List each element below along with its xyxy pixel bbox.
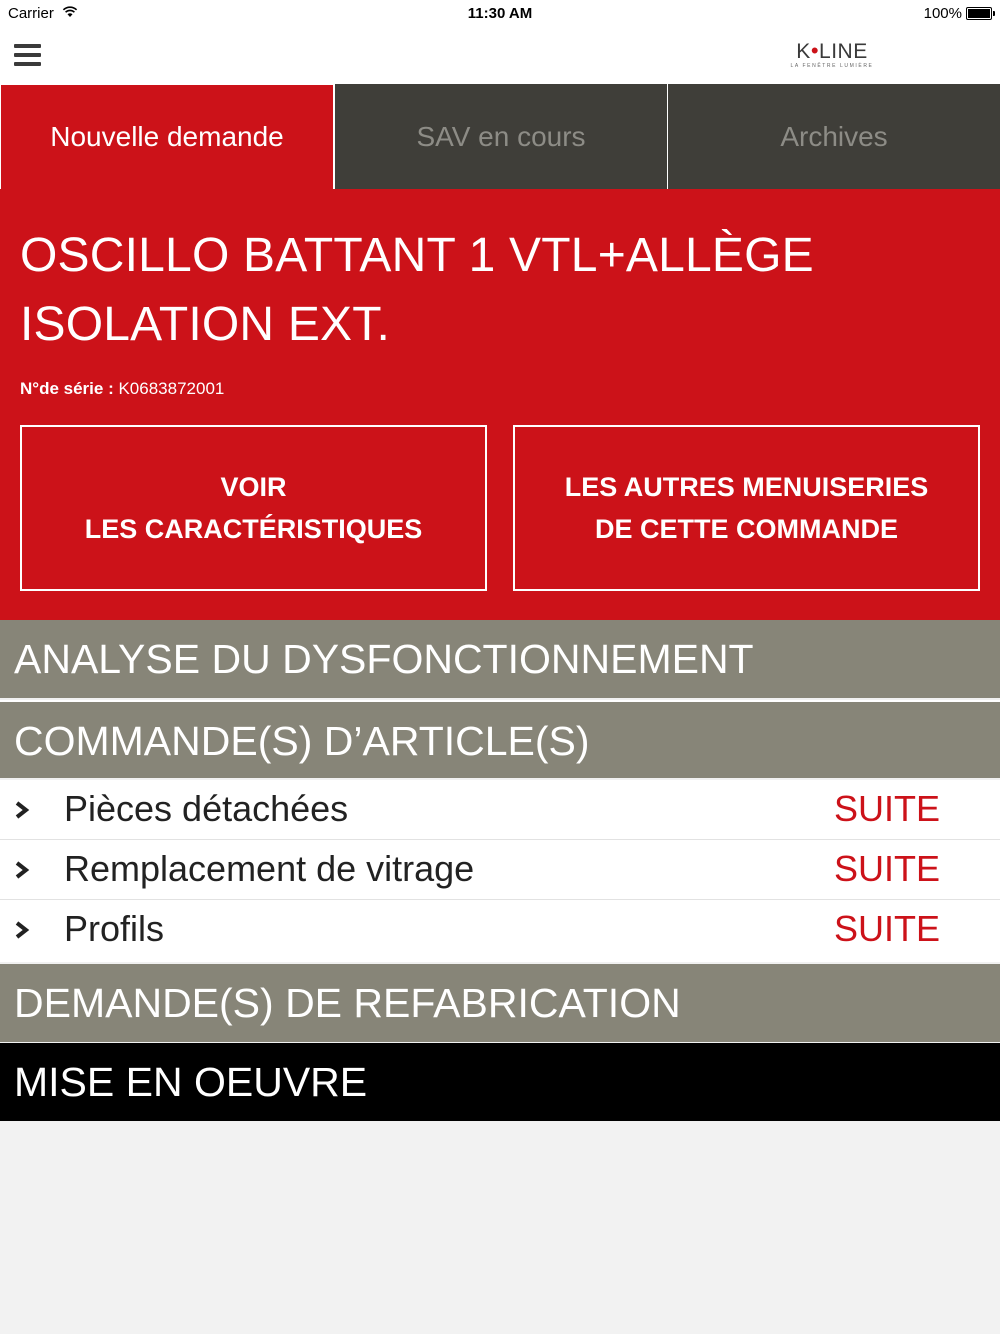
article-list: [0, 780, 1000, 962]
logo-brand: K•LINE: [796, 38, 868, 63]
serial-value: K0683872001: [118, 379, 225, 398]
other-joinery-button[interactable]: [513, 425, 980, 591]
battery-area: [924, 5, 992, 22]
other-joinery-line2: DE CETTE COMMANDE: [595, 514, 898, 544]
serial-label: N°de série :: [20, 379, 114, 398]
section-refabrication[interactable]: DEMANDE(S) DE REFABRICATION: [0, 964, 1000, 1042]
view-characteristics-line1: VOIR: [220, 472, 287, 502]
tab-bar: [0, 84, 1000, 189]
product-title: [20, 221, 920, 359]
list-item-remplacement-vitrage[interactable]: [0, 840, 1000, 900]
tab-sav-en-cours[interactable]: SAV en cours: [334, 84, 667, 189]
chevron-right-icon: [14, 861, 30, 879]
content-area: [0, 1122, 1000, 1334]
suite-link[interactable]: SUITE: [833, 908, 940, 949]
kline-logo: [782, 40, 882, 70]
product-header: [0, 189, 1000, 620]
view-characteristics-line2: LES CARACTÉRISTIQUES: [84, 514, 423, 544]
suite-link[interactable]: SUITE: [833, 788, 940, 829]
hamburger-menu-icon[interactable]: [14, 44, 41, 66]
list-item-pieces-detachees[interactable]: [0, 780, 1000, 840]
status-bar: [0, 0, 1000, 28]
battery-icon: [966, 7, 992, 20]
view-characteristics-button[interactable]: [20, 425, 487, 591]
product-title-line2: ISOLATION EXT.: [20, 298, 390, 351]
carrier-label: Carrier: [8, 5, 54, 22]
tab-nouvelle-demande[interactable]: Nouvelle demande: [0, 84, 334, 189]
section-mise-en-oeuvre[interactable]: MISE EN OEUVRE: [0, 1043, 1000, 1121]
top-nav: [0, 28, 1000, 85]
product-title-line1: OSCILLO BATTANT 1 VTL+ALLÈGE: [20, 229, 814, 282]
list-item-profils[interactable]: [0, 900, 1000, 962]
section-commandes[interactable]: COMMANDE(S) D’ARTICLE(S): [0, 700, 1000, 778]
list-item-label: Profils: [64, 908, 165, 949]
list-item-label: Pièces détachées: [64, 788, 349, 829]
logo-tagline: LA FENÊTRE LUMIÈRE: [790, 63, 874, 69]
serial-number: [20, 379, 224, 399]
chevron-right-icon: [14, 921, 30, 939]
section-analyse[interactable]: ANALYSE DU DYSFONCTIONNEMENT: [0, 620, 1000, 698]
chevron-right-icon: [14, 801, 30, 819]
clock: 11:30 AM: [467, 5, 533, 22]
battery-percent: 100%: [923, 5, 962, 22]
list-item-label: Remplacement de vitrage: [64, 848, 475, 889]
suite-link[interactable]: SUITE: [833, 848, 940, 889]
other-joinery-line1: LES AUTRES MENUISERIES: [564, 472, 929, 502]
tab-archives[interactable]: Archives: [667, 84, 1000, 189]
